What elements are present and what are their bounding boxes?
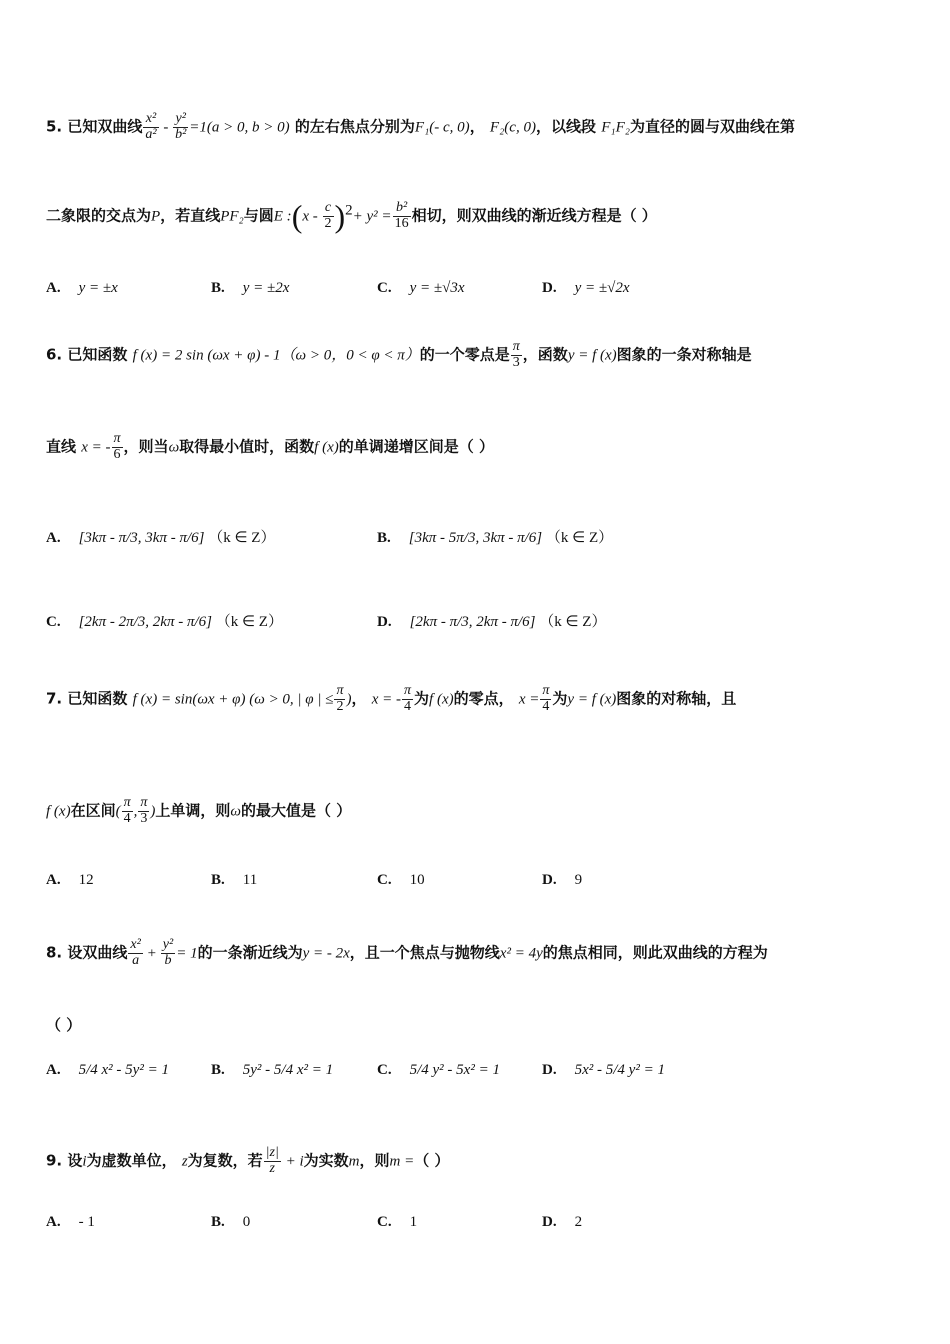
q7-text: 图象的对称轴，且	[616, 689, 737, 708]
math: f (x)	[314, 439, 339, 456]
fraction: $\frac{\pi}{6}$	[113, 431, 121, 462]
math: m =	[389, 1153, 415, 1170]
q5-text: 二象限的交点为	[46, 206, 152, 225]
q9-text: 为实数	[303, 1151, 349, 1170]
q6-text: 的单调递增区间是（ ）	[338, 437, 494, 456]
q6-text: 图象的一条对称轴是	[616, 345, 752, 364]
math: F₂(c, 0)	[489, 119, 536, 136]
math: y = f (x)	[567, 691, 617, 708]
math: P	[151, 208, 161, 225]
q9-option-b[interactable]: B. 0	[211, 1214, 251, 1230]
math: x =	[518, 691, 540, 708]
fraction: $\frac{\text{x²}}{a}$	[130, 937, 141, 968]
q6-text: 已知函数	[67, 345, 128, 364]
q8-option-c[interactable]: C. 5/4 y² - 5x² = 1	[377, 1062, 500, 1078]
math: + y² =	[352, 208, 392, 225]
q9-number: 9.	[46, 1151, 63, 1170]
math: x = -	[371, 691, 401, 708]
q8-text: 的焦点相同，则此双曲线的方程为	[542, 943, 768, 962]
math: ω	[230, 803, 241, 820]
math: z	[181, 1153, 188, 1170]
q7-text: 在区间	[70, 801, 116, 820]
fraction: $\frac{\pi}{2}$	[336, 683, 344, 714]
q7-number: 7.	[46, 689, 63, 708]
fraction: $\frac{\text{y²}}{\text{b²}}$	[175, 111, 187, 142]
q7-option-c[interactable]: C. 10	[377, 872, 425, 888]
q8-text: （ ）	[46, 1016, 82, 1034]
q5-text: 已知双曲线	[67, 117, 143, 136]
q5-option-d[interactable]: D. y = ±√2x	[542, 280, 630, 296]
q6-text: 直线	[46, 437, 77, 456]
q5-option-c[interactable]: C. y = ±√3x	[377, 280, 465, 296]
q6-option-a[interactable]: A. [3kπ - π/3, 3kπ - π/6] （k ∈ Z）	[46, 530, 276, 546]
q9-option-a[interactable]: A. - 1	[46, 1214, 95, 1230]
q8-text: 的一条渐近线为	[197, 943, 303, 962]
fraction: $\frac{\pi}{4}$	[404, 683, 412, 714]
q8-number: 8.	[46, 943, 63, 962]
fraction: $\frac{c}{2}$	[324, 199, 332, 231]
q5-text: 相切，则双曲线的渐近线方程是（ ）	[411, 206, 657, 225]
q6-line2	[46, 432, 494, 462]
q7-line2: f (x)在区间( $\frac{\pi}{4}$ , $\frac{\pi}{3}$ )上单调，则ω的最大值是（ ）	[46, 795, 352, 826]
q8-option-d[interactable]: D. 5x² - 5/4 y² = 1	[542, 1062, 665, 1078]
math: x² = 4y	[499, 945, 543, 962]
math: f (x)	[429, 691, 454, 708]
q9-option-d[interactable]: D. 2	[542, 1214, 583, 1230]
q9-text: ，则	[359, 1151, 390, 1170]
fraction: $\frac{\pi}{3}$	[140, 795, 148, 826]
math: i	[82, 1153, 87, 1170]
q5-number: 5.	[46, 117, 63, 136]
q9-text: 设	[67, 1151, 83, 1170]
q7-text: 为	[552, 689, 568, 708]
q8-text: 设双曲线	[67, 943, 128, 962]
q6-text: ，函数	[522, 345, 568, 364]
fraction: $\frac{\text{y²}}{b}$	[162, 937, 174, 968]
q8-option-b[interactable]: B. 5y² - 5/4 x² = 1	[211, 1062, 334, 1078]
q9-text: 为复数，若	[187, 1151, 263, 1170]
fraction: $\frac{\text{b²}}{16}$	[394, 199, 409, 231]
math: f (x) = sin(ωx + φ) (ω > 0, | φ | ≤	[132, 691, 334, 708]
q9-line1: 9. 设i为虚数单位， z为复数，若 $\frac{|z|}{z}$ + i为实数m，则m =（ ）	[46, 1145, 450, 1176]
math: x = -	[81, 439, 111, 456]
q7-text: 上单调，则	[155, 801, 231, 820]
q5-option-b[interactable]: B. y = ±2x	[211, 280, 290, 296]
q5-option-a[interactable]: A. y = ±x	[46, 280, 118, 296]
q7-text: 已知函数	[67, 689, 128, 708]
math: m	[348, 1153, 360, 1170]
math: F₁(- c, 0)	[414, 119, 470, 136]
q7-text: 的最大值是（ ）	[240, 801, 352, 820]
q7-line1: 7. 已知函数 f (x) = sin(ωx + φ) (ω > 0, | φ | ≤ $\frac{\pi}{2}$ )， x = - $\frac{\pi}{4}$ 为f (x)的零点， x = $\frac{\pi}{4}$ 为y = f (x)图象的对称轴，且	[46, 683, 737, 714]
q5-text: ，若直线	[160, 206, 221, 225]
q6-option-c[interactable]: C. [2kπ - 2π/3, 2kπ - π/6] （k ∈ Z）	[46, 614, 283, 630]
math: = 1	[176, 945, 198, 962]
q7-option-d[interactable]: D. 9	[542, 872, 583, 888]
math: （ω > 0，0 < φ < π）	[280, 347, 420, 364]
math: E :	[273, 208, 292, 225]
q5-line1: 5. 已知双曲线 $\frac{\text{x²}}{\text{a²}}$ - $\frac{\text{y²}}{\text{b²}}$ =1(a > 0, b > 0) 的左右焦点分别为F₁(- c, 0)， F₂(c, 0)，以线段 F₁F₂为直径的圆与双曲线在第	[46, 111, 795, 142]
q5-text: ，以线段	[535, 117, 596, 136]
math: f (x) = 2 sin (ωx + φ) - 1	[132, 347, 281, 364]
q8-text: ，且一个焦点与抛物线	[349, 943, 500, 962]
q7-text: 为	[414, 689, 430, 708]
fraction: $\frac{\pi}{4}$	[542, 683, 550, 714]
q5-text: 的左右焦点分别为	[294, 117, 415, 136]
q8-line2	[46, 1014, 81, 1035]
q7-option-b[interactable]: B. 11	[211, 872, 258, 888]
math: y = - 2x	[302, 945, 350, 962]
q6-option-d[interactable]: D. [2kπ - π/3, 2kπ - π/6] （k ∈ Z）	[377, 614, 607, 630]
q5-text: 与圆	[243, 206, 274, 225]
math: PF₂	[220, 208, 244, 225]
q9-text: （ ）	[414, 1151, 450, 1170]
fraction: $\frac{\pi}{3}$	[512, 339, 520, 370]
q6-line1	[46, 340, 752, 370]
math: F₁F₂	[601, 119, 630, 136]
q6-text: ，则当	[123, 437, 169, 456]
q7-text: 的零点，	[453, 689, 514, 708]
fraction: $\frac{|z|}{z}$	[265, 1145, 279, 1176]
q6-option-b[interactable]: B. [3kπ - 5π/3, 3kπ - π/6] （k ∈ Z）	[377, 530, 614, 546]
math: f (x)	[46, 803, 71, 820]
q9-option-c[interactable]: C. 1	[377, 1214, 418, 1230]
fraction: $\frac{\text{x²}}{\text{a²}}$	[145, 111, 157, 142]
fraction: $\frac{\pi}{4}$	[123, 795, 131, 826]
q9-text: 为虚数单位，	[86, 1151, 177, 1170]
q8-line1: 8. 设双曲线 $\frac{\text{x²}}{a}$ + $\frac{\text{y²}}{b}$ = 1的一条渐近线为y = - 2x，且一个焦点与抛物线x² = 4y的焦点相同，则此双曲线的方程为	[46, 937, 768, 968]
q6-text: 的一个零点是	[419, 345, 510, 364]
math: y = f (x)	[567, 347, 617, 364]
q7-option-a[interactable]: A. 12	[46, 872, 94, 888]
q5-line2: 二象限的交点为P，若直线PF₂与圆E :(x - $\frac{c}{2}$ )$^2$+ y² = $\frac{\text{b²}}{16}$ 相切，则双曲线的渐近线方程是（ ）	[46, 198, 657, 234]
q5-text: 为直径的圆与双曲线在第	[629, 117, 795, 136]
q8-option-a[interactable]: A. 5/4 x² - 5y² = 1	[46, 1062, 169, 1078]
q6-text: 取得最小值时，函数	[179, 437, 315, 456]
q6-number: 6.	[46, 345, 63, 364]
math: =1(a > 0, b > 0)	[189, 119, 290, 136]
math: ω	[168, 439, 180, 456]
